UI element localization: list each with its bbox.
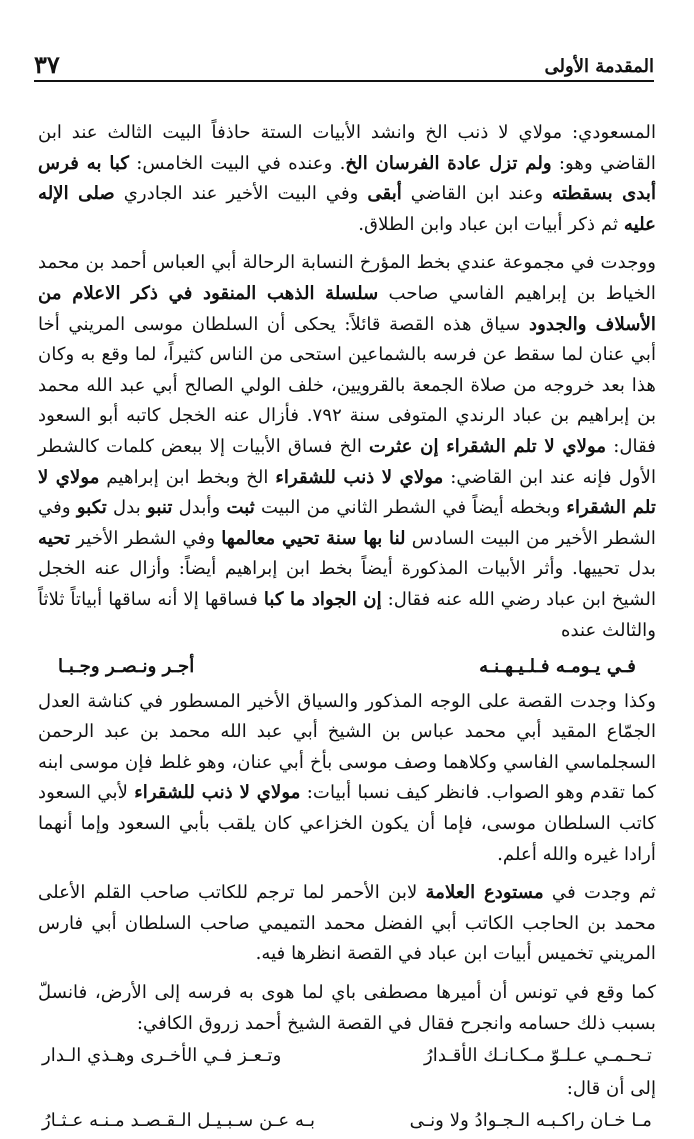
book-title: سلسلة الذهب المنقود في ذكر الاعلام من الأسلاف والجدود [38, 282, 656, 335]
text: وفي البيت الأخير عند الجادري [114, 183, 368, 205]
paragraph-3 [38, 687, 656, 871]
verse-line-3 [38, 1104, 656, 1139]
paragraph-2 [38, 248, 656, 646]
paragraph-6 [38, 1074, 656, 1105]
bold-phrase: لنا بها سنة تحيي معالمها [221, 527, 406, 549]
verse-first-hemistich: فـي يـومـه فـلـيـهـنـه [479, 656, 636, 678]
bold-phrase: ثبت [226, 497, 255, 519]
text: بدل تحييها. وأثر الأبيات المذكورة أيضاً بخط ابن إبراهيم أيضاً: وأزال عنه الخجل الشيخ ابن عباد رضي الله عنه فقال: [38, 558, 656, 610]
text: الخ وبخط ابن إبراهيم [99, 466, 276, 488]
bold-phrase: ولم تزل عادة الفرسان الخ [345, 152, 552, 174]
verse-line-1 [38, 646, 656, 687]
text: بدل [106, 497, 147, 519]
text: الخ فساق الأبيات إلا ببعض كلمات كالشطر الأول فإنه عند ابن القاضي: [38, 435, 657, 488]
text: ووجدت في مجموعة عندي بخط المؤرخ النسابة الرحالة أبي العباس أحمد بن محمد الخياط بن إبراهيم الفاسي صاحب [38, 252, 656, 304]
text: وبخطه أيضاً في الشطر الثاني من البيت [254, 497, 567, 519]
book-title: مستودع العلامة [425, 882, 544, 904]
bold-phrase: مولاي لا تلم الشقراء إن عثرت [369, 435, 607, 457]
text: سياق هذه القصة قائلاً: يحكى أن السلطان موسى المريني أخا أبي عنان لما سقط عن فرسه بالشماعين استحى من الناس كثيراً، لما وقع به وكان هذا بعد خروجه من صلاة الجمعة بالقرويين، خلف الولي الصالح أبي عبد الله محمد بن إبراهيم بن عباد الرندي المتوفى سنة ٧٩٢. فأزال عنه الخجل كاتبه أبو السعود فقال: [38, 313, 657, 457]
running-title: المقدمة الأولى [544, 56, 654, 77]
page-body [38, 118, 656, 1139]
verse-line-2 [38, 1039, 656, 1074]
verse-first-hemistich: مـا خـان راكـبـه الـجـوادُ ولا ونـى [409, 1110, 652, 1132]
text: . وعنده في البيت الخامس: [129, 152, 346, 174]
page-number: ٣٧ [34, 50, 60, 79]
text: ثم ذكر أبيات ابن عباد وابن الطلاق. [358, 213, 624, 235]
text: ثم وجدت في [543, 882, 656, 904]
bold-phrase: كبا به فرس أبدى بسقطته [38, 152, 656, 205]
text: المسعودي: مولاي لا ذنب الخ وانشد الأبيات الستة حاذفاً البيت الثالث عند ابن القاضي وهو: [38, 122, 656, 174]
text: وكذا وجدت القصة على الوجه المذكور والسياق الأخير المسطور في كناشة العدل الجمّاع المقيد أبي محمد عباس بن الشيخ أبي عبد الله محمد بن عبد الرحمن السجلماسي الفاسي وكلاهما وصف موسى بأخ أبي عنان، وهو غلط فإن موسى ابنه كما تقدم وهو الصواب. فانظر كيف نسبا أبيات: [38, 690, 656, 804]
text: وأبدل [172, 497, 227, 519]
paragraph-4 [38, 878, 656, 970]
text: وفي الشطر الأخير [70, 527, 222, 549]
bold-phrase: مولاي لا ذنب للشقراء [275, 466, 444, 488]
bold-phrase: مولاي لا ذنب للشقراء [134, 782, 301, 804]
text: فساقها إلا أنه ساقها أبياتاً ثلاثاً والثالث عنده [38, 588, 656, 641]
verse-second-hemistich: وتـعـز فـي الأخـرى وهـذي الـدار [42, 1045, 282, 1067]
bold-phrase: مولاي لا تلم الشقراء [38, 466, 656, 519]
text: لأبي السعود كاتب السلطان موسى، فإما أن يكون الخزاعي كان يلقب بأبي السعود وإما أنهما أرادا غيره والله أعلم. [38, 782, 656, 865]
verse-first-hemistich: تـحـمـي عـلـوّ مـكـانـك الأقـدارُ [424, 1045, 652, 1067]
text: إلى أن قال: [566, 1077, 656, 1099]
text: وفي الشطر الأخير من البيت السادس [38, 497, 656, 549]
verse-second-hemistich: بـه عـن سـبـيـل الـقـصـد مـنـه عـثـارُ [42, 1110, 316, 1132]
paragraph-5 [38, 978, 656, 1039]
text: وعند ابن القاضي [401, 183, 552, 205]
bold-phrase: تنبو [146, 497, 173, 519]
bold-phrase: إن الجواد ما كبا [263, 588, 382, 610]
bold-phrase: تحيه [38, 527, 71, 549]
bold-phrase: تكبو [76, 497, 107, 519]
bold-phrase: صلى الإله عليه [38, 183, 656, 235]
text: كما وقع في تونس أن أميرها مصطفى باي لما هوى به فرسه إلى الأرض، فانسلّ بسبب ذلك حسامه وانجرح فقال في القصة الشيخ أحمد زروق الكافي: [38, 982, 656, 1034]
text: لابن الأحمر لما ترجم للكاتب صاحب القلم الأعلى محمد بن الحاجب الكاتب أبي الفضل محمد التميمي صاحب السلطان أبي فارس المريني تخميس أبيات ابن عباد في القصة انظرها فيه. [38, 882, 656, 965]
bold-phrase: أبقى [367, 183, 402, 205]
verse-second-hemistich: أجـر ونـصـر وجـبـا [58, 656, 195, 678]
paragraph-1 [38, 118, 656, 240]
page-header [34, 44, 654, 82]
